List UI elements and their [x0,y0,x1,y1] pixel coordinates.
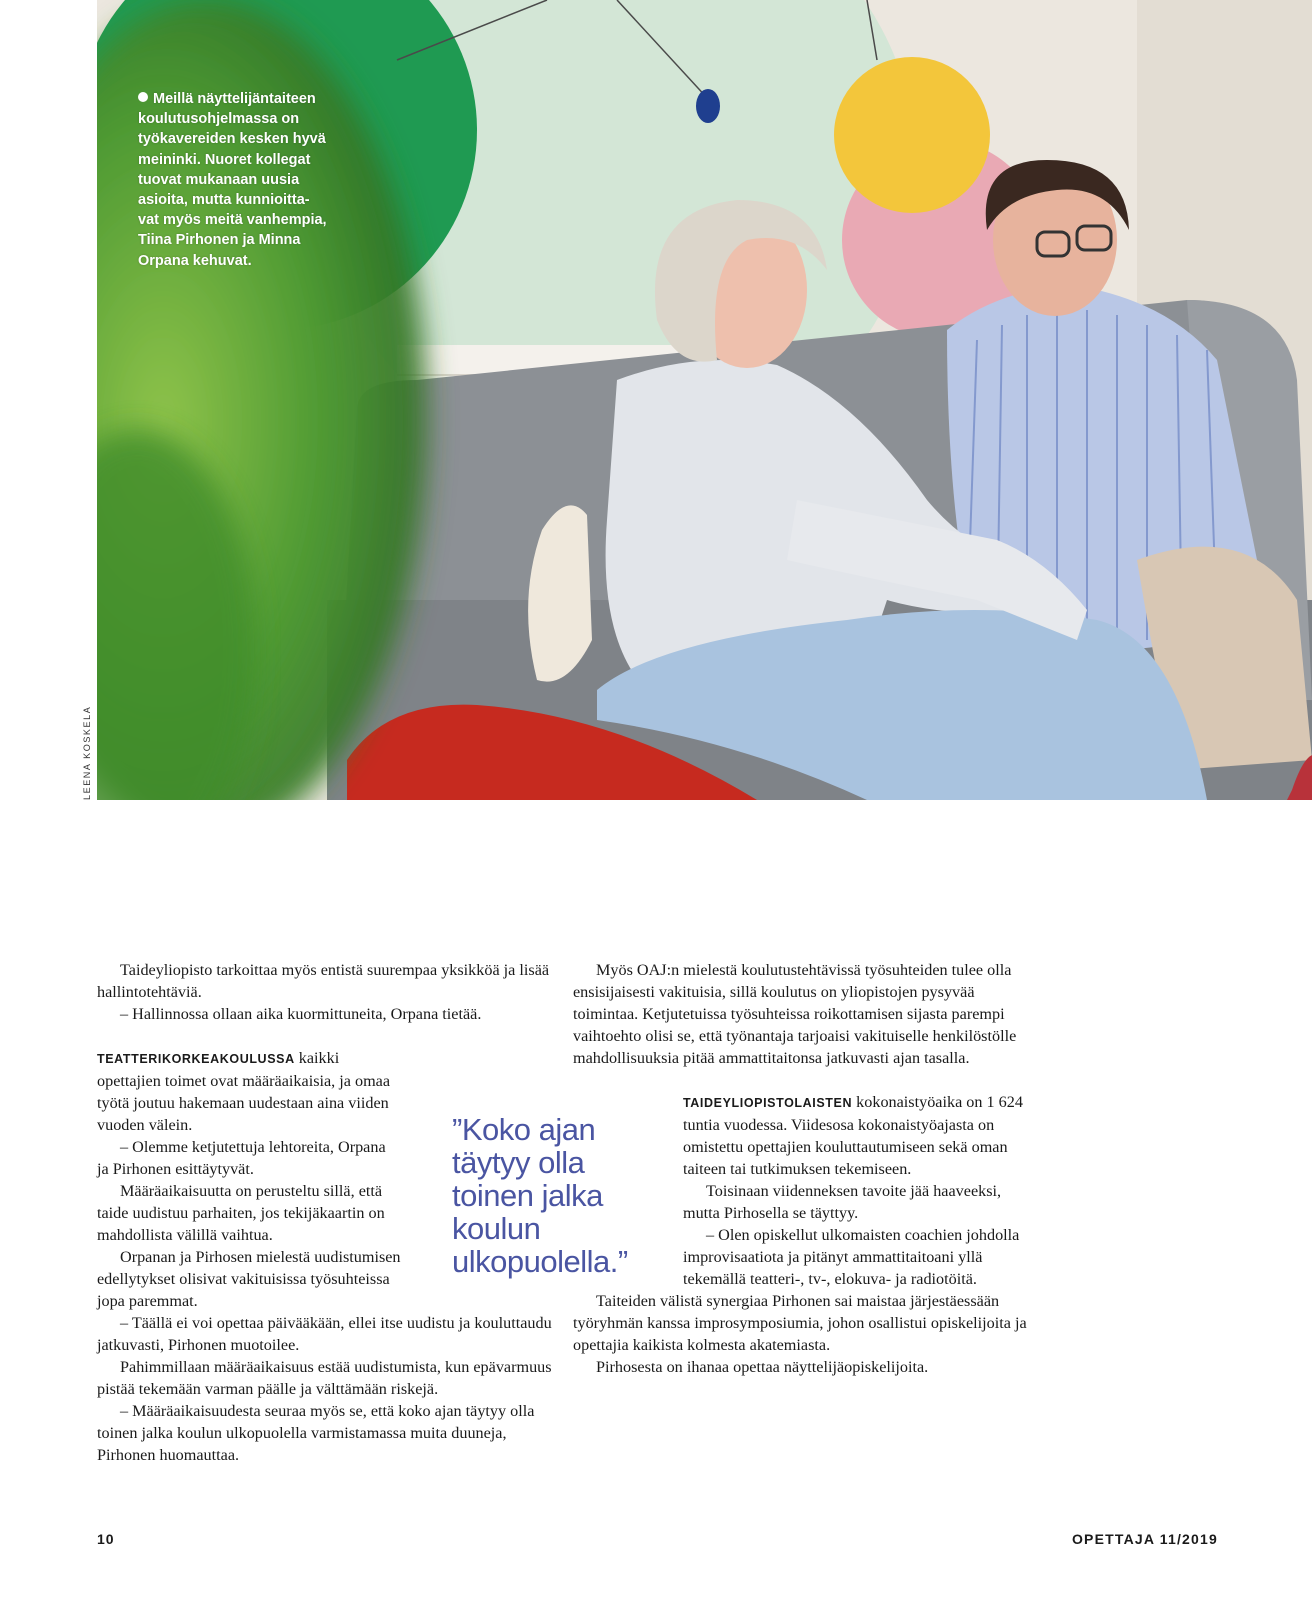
pull-quote: ”Koko ajan täytyy olla toinen jalka koulun ulkopuolella.” [452,1112,628,1279]
paragraph: Orpanan ja Pirhosen mielestä uudistumisen edellytykset olisivat vakituisissa työsuhteissa jopa paremmat. [97,1248,401,1310]
page-number: 10 [97,1531,115,1547]
lead-paragraph: TEATTERIKORKEAKOULUSSA kaikki opettajien toimet ovat määräaikaisia, ja omaa työtä joutuu hakemaan uudestaan aina viiden vuoden välein. [97,1049,391,1134]
paragraph: – Hallinnossa ollaan aika kuormittuneita, Orpana tietää. [120,1005,482,1023]
paragraph: Määräaikaisuutta on perusteltu sillä, että taide uudistuu parhaiten, jos tekijäkaartin on mahdollista välillä vaihtua. [97,1182,385,1244]
photo-caption: Meillä näyttelijäntaiteen koulutusohjelmassa on työkavereiden kesken hyvä meininki. Nuoret kollegat tuovat mukanaan uusia asioita, mutta kunnioitta- vat myös meitä vanhempia, Tiina Pirhonen ja Minna Orpana kehuvat. [138,91,327,269]
yellow-circle-icon [834,57,990,213]
paragraph: – Määräaikaisuudesta seuraa myös se, että koko ajan täytyy olla toinen jalka koulun ulkopuolella varmistamassa muita duuneja, Pirhonen huomauttaa. [97,1402,535,1464]
lead-in: TAIDEYLIOPISTOLAISTEN [683,1096,853,1110]
publication-name: OPETTAJA 11/2019 [1071,1531,1218,1547]
navy-dot-icon [696,89,720,123]
photo-credit: LEENA KOSKELA [82,705,92,800]
paragraph: Pahimmillaan määräaikaisuus estää uudistumista, kun epävarmuus pistää tekemään varman päälle ja välttämään riskejä. [97,1358,552,1398]
paragraph: – Täällä ei voi opettaa päivääkään, ellei itse uudistu ja kouluttaudu jatkuvasti, Pirhonen muotoilee. [97,1314,552,1354]
paragraph: Toisinaan viidenneksen tavoite jää haaveeksi, mutta Pirhosella se täyttyy. [683,1182,1002,1222]
paragraph: Pirhosesta on ihanaa opettaa näyttelijäopiskelijoita. [596,1358,929,1376]
lead-paragraph: TAIDEYLIOPISTOLAISTEN kokonaistyöaika on 1 624 tuntia vuodessa. Viidesosa kokonaistyöajasta on omistettu opettajien kouluttautumiseen sekä oman taiteen tai tutkimuksen tekemiseen. [683,1093,1023,1178]
paragraph: Taideyliopisto tarkoittaa myös entistä suurempaa yksikköä ja lisää hallintotehtäviä. [97,961,550,1001]
paragraph: Myös OAJ:n mielestä koulutustehtävissä työsuhteiden tulee olla ensisijaisesti vakituisia, sillä koulutus on yliopistojen pysyvää toimintaa. Ketjutetuissa työsuhteissa roikottamisen sijasta parempi vaihtoehto olisi se, että työnantaja tarjoaisi vakituiselle henkilöstölle mahdollisuuksia pitää ammattitaitonsa jatkuvasti ajan tasalla. [573,961,1017,1067]
paragraph: Taiteiden välistä synergiaa Pirhonen sai maistaa järjestäessään työryhmän kanssa improsymposiumia, johon osallistui opiskelijoita ja opettajia kaikista kolmesta akatemiasta. [573,1292,1027,1354]
lead-in: TEATTERIKORKEAKOULUSSA [97,1052,295,1066]
article-column-2 [573,959,1033,1378]
paragraph: – Olen opiskellut ulkomaisten coachien johdolla improvisaatiota ja pitänyt ammattitaitoani yllä tekemällä teatteri-, tv-, elokuva- ja radiotöitä. [683,1226,1020,1288]
bullet-icon [138,92,148,102]
paragraph: – Olemme ketjutettuja lehtoreita, Orpana ja Pirhonen esittäytyvät. [97,1138,386,1178]
